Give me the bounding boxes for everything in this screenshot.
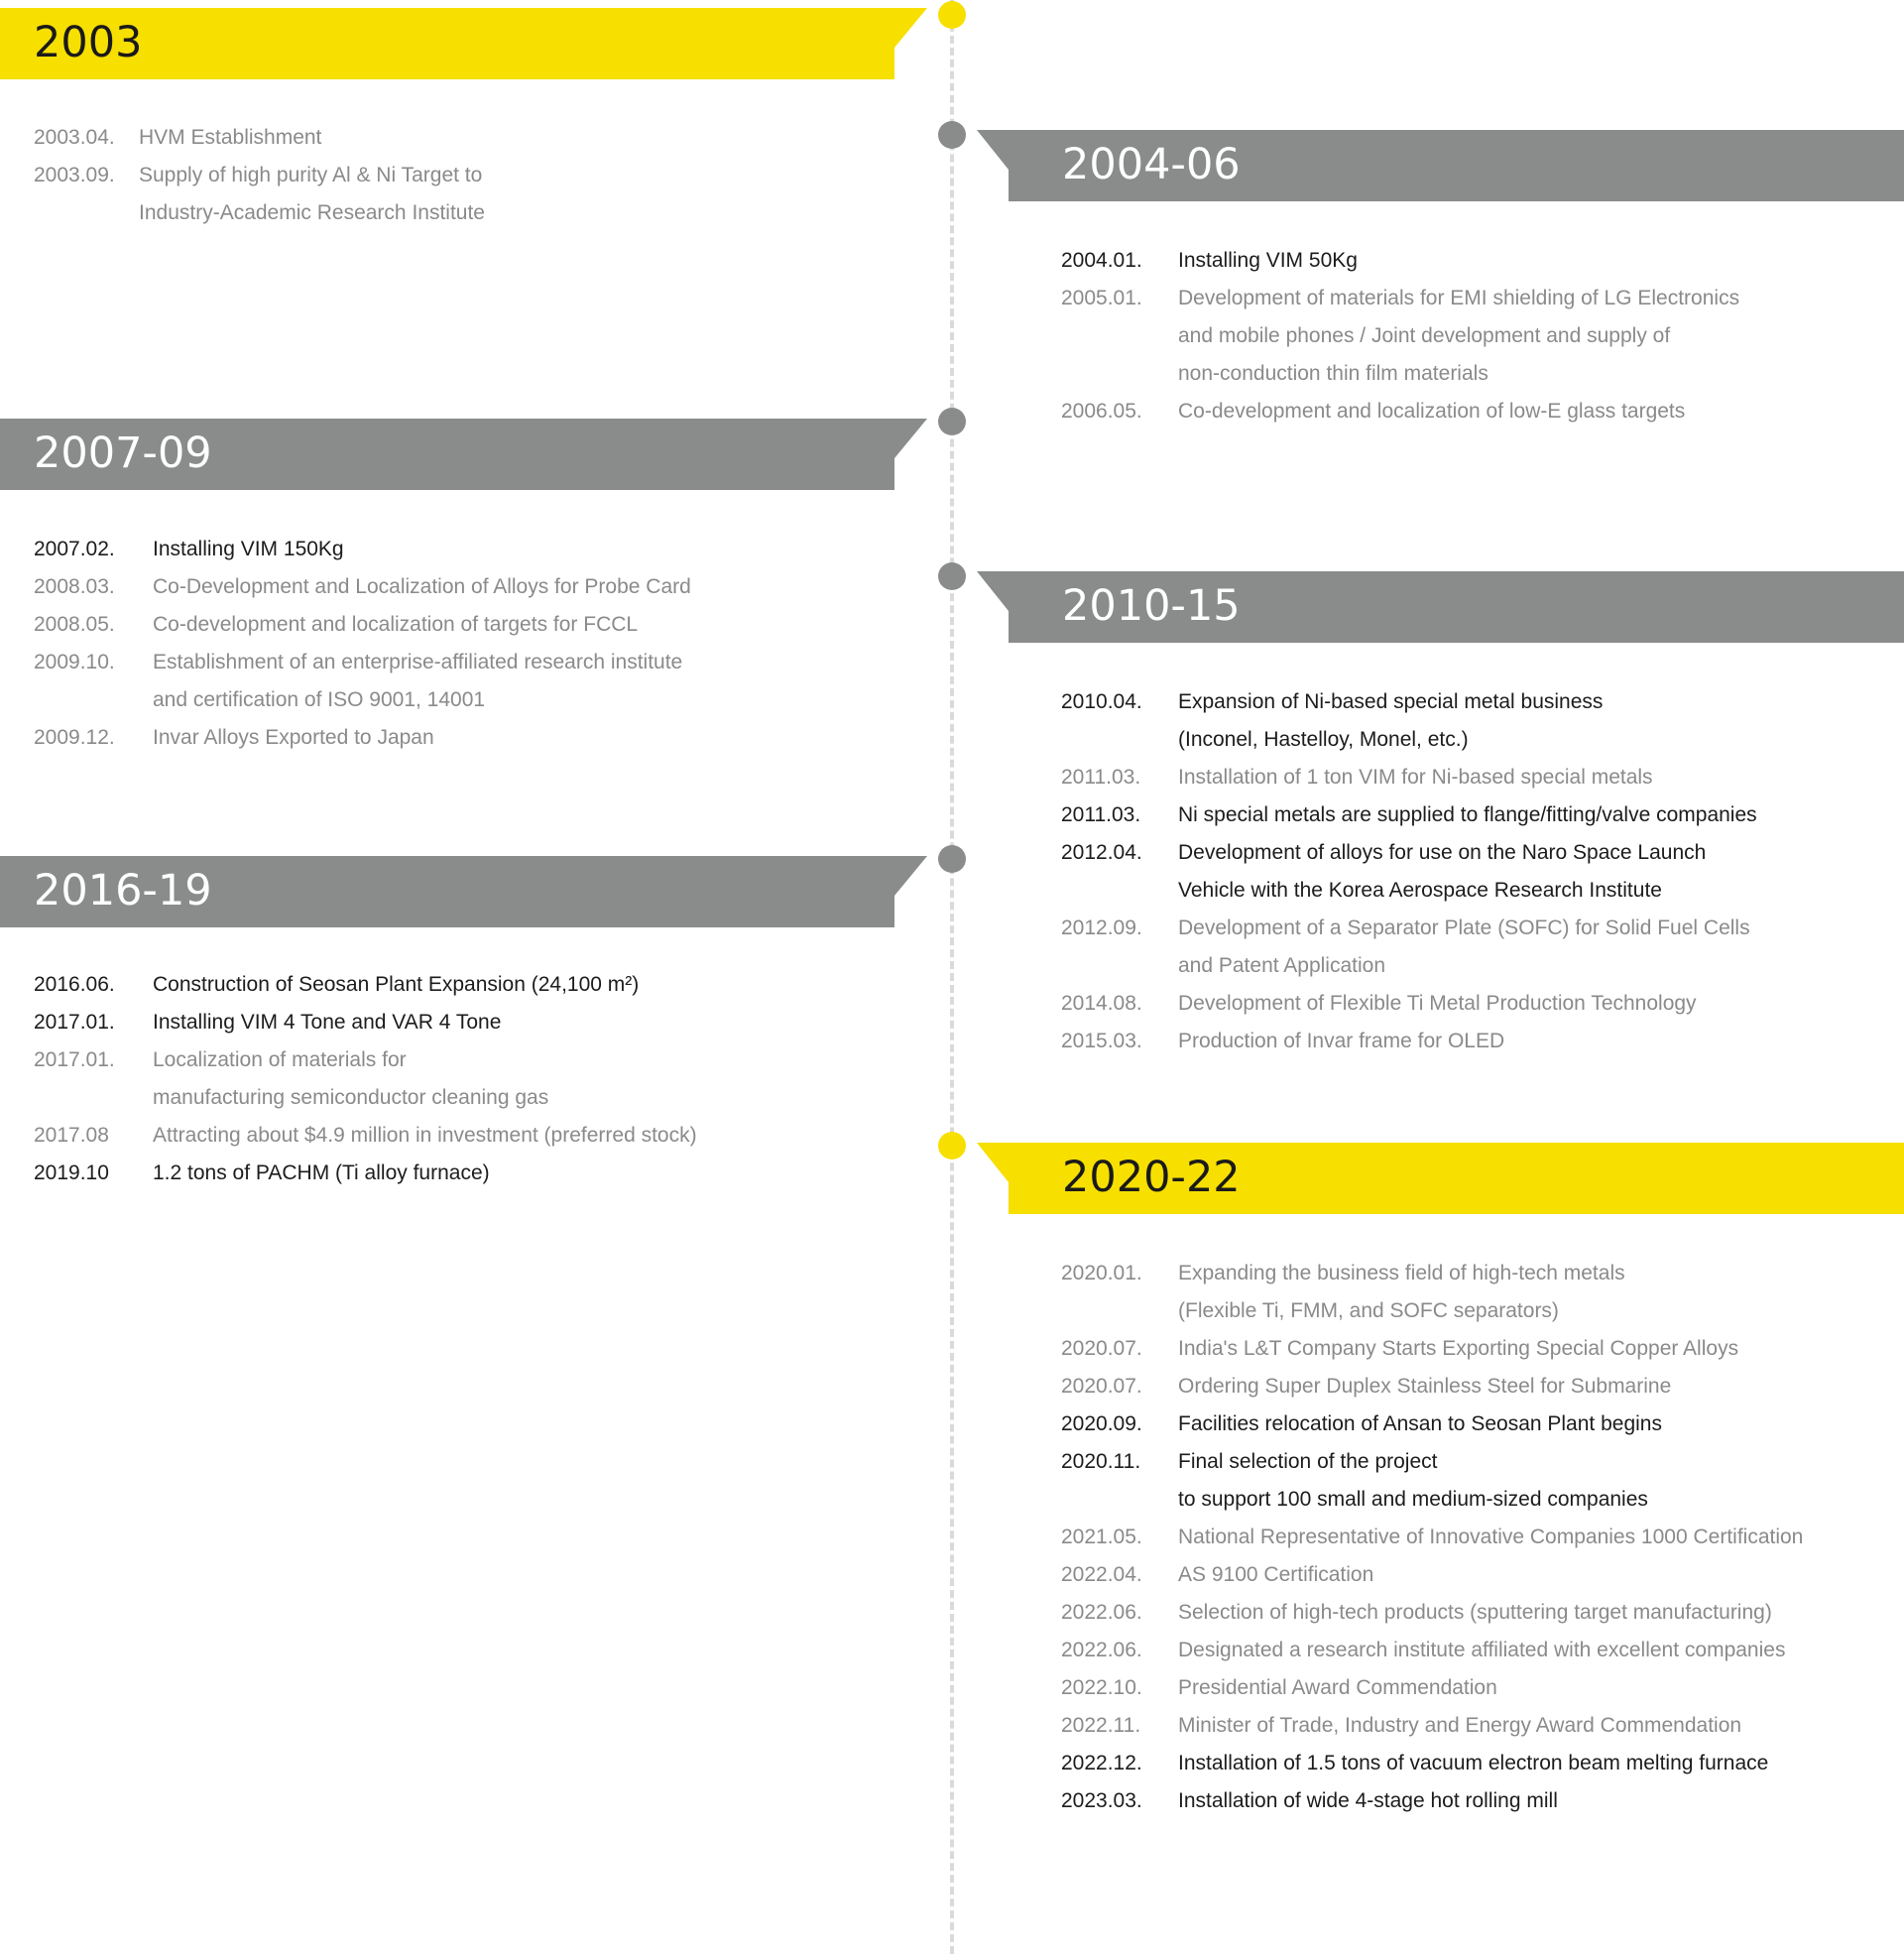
event-description: Co-Development and Localization of Alloys for Probe Card xyxy=(153,575,691,598)
timeline-event-continuation xyxy=(34,194,877,232)
event-date: 2003.04. xyxy=(34,126,115,149)
period-title: 2010-15 xyxy=(1062,581,1241,631)
event-description: Minister of Trade, Industry and Energy Award Commendation xyxy=(1178,1714,1742,1737)
event-description: Supply of high purity Al & Ni Target to xyxy=(139,164,483,186)
event-description: non-conduction thin film materials xyxy=(1178,362,1488,385)
timeline-event xyxy=(1061,242,1894,280)
event-date: 2020.01. xyxy=(1061,1262,1142,1284)
event-description: (Inconel, Hastelloy, Monel, etc.) xyxy=(1178,728,1469,751)
event-description: Development of alloys for use on the Naro Space Launch xyxy=(1178,841,1707,864)
event-date: 2011.03. xyxy=(1061,803,1141,826)
event-description: and mobile phones / Joint development and supply of xyxy=(1178,324,1671,347)
event-description: Installation of 1 ton VIM for Ni-based special metals xyxy=(1178,766,1653,789)
event-description: 1.2 tons of PACHM (Ti alloy furnace) xyxy=(153,1161,490,1184)
timeline-event-continuation xyxy=(1061,721,1894,759)
timeline-event xyxy=(1061,1745,1894,1782)
event-description: Development of Flexible Ti Metal Production Technology xyxy=(1178,992,1697,1015)
event-date: 2017.01. xyxy=(34,1048,115,1071)
event-date: 2019.10 xyxy=(34,1161,109,1184)
event-list-2016-19 xyxy=(34,966,887,1192)
event-description: Co-development and localization of low-E glass targets xyxy=(1178,400,1686,423)
event-description: Expanding the business field of high-tech metals xyxy=(1178,1262,1625,1284)
event-date: 2022.12. xyxy=(1061,1752,1142,1774)
period-banner-2003 xyxy=(0,8,927,79)
timeline-marker-2016-19 xyxy=(938,845,966,873)
event-date: 2022.11. xyxy=(1061,1714,1141,1737)
event-description: National Representative of Innovative Companies 1000 Certification xyxy=(1178,1526,1804,1548)
timeline-event xyxy=(1061,1556,1894,1594)
timeline-marker-2007-09 xyxy=(938,408,966,435)
event-description: Establishment of an enterprise-affiliated research institute xyxy=(153,651,683,673)
period-banner-2004-06 xyxy=(977,130,1904,201)
timeline-event xyxy=(1061,1023,1894,1060)
timeline-event xyxy=(34,531,887,568)
timeline-event xyxy=(1061,834,1894,872)
event-date: 2020.11. xyxy=(1061,1450,1141,1473)
event-date: 2017.01. xyxy=(34,1011,115,1034)
event-description: Installing VIM 4 Tone and VAR 4 Tone xyxy=(153,1011,502,1034)
event-date: 2014.08. xyxy=(1061,992,1142,1015)
timeline-event xyxy=(34,1041,887,1079)
event-description: Production of Invar frame for OLED xyxy=(1178,1030,1505,1052)
timeline-marker-2020-22 xyxy=(938,1132,966,1160)
event-date: 2022.10. xyxy=(1061,1676,1142,1699)
event-date: 2022.04. xyxy=(1061,1563,1142,1586)
timeline-event xyxy=(34,1155,887,1192)
timeline-event xyxy=(1061,1330,1894,1368)
event-date: 2004.01. xyxy=(1061,249,1142,272)
timeline-event xyxy=(1061,683,1894,721)
event-date: 2016.06. xyxy=(34,973,115,996)
event-date: 2022.06. xyxy=(1061,1601,1142,1624)
event-date: 2008.03. xyxy=(34,575,115,598)
event-date: 2020.07. xyxy=(1061,1337,1142,1360)
timeline-event xyxy=(1061,796,1894,834)
event-date: 2009.10. xyxy=(34,651,115,673)
event-description: Localization of materials for xyxy=(153,1048,407,1071)
period-title: 2016-19 xyxy=(34,866,212,916)
event-description: Selection of high-tech products (sputtering target manufacturing) xyxy=(1178,1601,1772,1624)
period-banner-2007-09 xyxy=(0,419,927,490)
event-date: 2017.08 xyxy=(34,1124,109,1147)
event-description: to support 100 small and medium-sized companies xyxy=(1178,1488,1648,1511)
event-description: Installing VIM 50Kg xyxy=(1178,249,1358,272)
event-date: 2011.03. xyxy=(1061,766,1141,789)
event-description: India's L&T Company Starts Exporting Special Copper Alloys xyxy=(1178,1337,1739,1360)
event-description: Final selection of the project xyxy=(1178,1450,1438,1473)
event-description: Attracting about $4.9 million in investment (preferred stock) xyxy=(153,1124,697,1147)
timeline-axis xyxy=(950,0,954,1954)
period-title: 2003 xyxy=(34,18,143,67)
event-description: and certification of ISO 9001, 14001 xyxy=(153,688,486,711)
timeline-event xyxy=(1061,1255,1894,1292)
timeline-event-continuation xyxy=(34,681,887,719)
event-description: Expansion of Ni-based special metal business xyxy=(1178,690,1604,713)
timeline-marker-2003 xyxy=(938,1,966,29)
timeline-event xyxy=(1061,1707,1894,1745)
event-date: 2021.05. xyxy=(1061,1526,1142,1548)
timeline-event xyxy=(1061,1669,1894,1707)
timeline-event xyxy=(1061,1368,1894,1405)
timeline-event-continuation xyxy=(1061,947,1894,985)
event-date: 2012.04. xyxy=(1061,841,1142,864)
event-date: 2020.09. xyxy=(1061,1412,1142,1435)
timeline-event xyxy=(1061,280,1894,317)
timeline-event xyxy=(34,119,877,157)
timeline-event xyxy=(34,568,887,606)
event-date: 2009.12. xyxy=(34,726,115,749)
timeline-event xyxy=(1061,1443,1894,1481)
timeline-event xyxy=(34,966,887,1004)
event-description: manufacturing semiconductor cleaning gas xyxy=(153,1086,549,1109)
event-description: HVM Establishment xyxy=(139,126,322,149)
event-description: Development of a Separator Plate (SOFC) for Solid Fuel Cells xyxy=(1178,916,1750,939)
event-description: Vehicle with the Korea Aerospace Research Institute xyxy=(1178,879,1662,902)
timeline-event xyxy=(1061,1405,1894,1443)
event-description: AS 9100 Certification xyxy=(1178,1563,1374,1586)
event-date: 2007.02. xyxy=(34,538,115,560)
timeline-event xyxy=(1061,985,1894,1023)
timeline-event-continuation xyxy=(1061,1292,1894,1330)
timeline-event xyxy=(34,157,877,194)
event-description: Presidential Award Commendation xyxy=(1178,1676,1497,1699)
event-description: Construction of Seosan Plant Expansion (24,100 m²) xyxy=(153,973,640,996)
timeline-event xyxy=(34,1117,887,1155)
event-date: 2022.06. xyxy=(1061,1639,1142,1661)
event-description: Invar Alloys Exported to Japan xyxy=(153,726,434,749)
event-list-2003 xyxy=(34,119,877,232)
timeline-event xyxy=(1061,1782,1894,1820)
period-banner-2020-22 xyxy=(977,1143,1904,1214)
event-description: Co-development and localization of targets for FCCL xyxy=(153,613,639,636)
timeline-event-continuation xyxy=(1061,1481,1894,1519)
event-date: 2010.04. xyxy=(1061,690,1142,713)
timeline-event-continuation xyxy=(1061,355,1894,393)
event-description: Ni special metals are supplied to flange/fitting/valve companies xyxy=(1178,803,1757,826)
event-date: 2006.05. xyxy=(1061,400,1142,423)
event-description: Development of materials for EMI shielding of LG Electronics xyxy=(1178,287,1740,309)
timeline-event xyxy=(1061,1594,1894,1632)
period-banner-2010-15 xyxy=(977,571,1904,643)
event-description: and Patent Application xyxy=(1178,954,1385,977)
event-description: Installation of 1.5 tons of vacuum electron beam melting furnace xyxy=(1178,1752,1769,1774)
event-date: 2005.01. xyxy=(1061,287,1142,309)
event-list-2007-09 xyxy=(34,531,887,757)
event-description: (Flexible Ti, FMM, and SOFC separators) xyxy=(1178,1299,1559,1322)
event-date: 2023.03. xyxy=(1061,1789,1142,1812)
event-description: Installing VIM 150Kg xyxy=(153,538,344,560)
period-title: 2004-06 xyxy=(1062,140,1241,189)
timeline-event xyxy=(1061,910,1894,947)
timeline-event-continuation xyxy=(34,1079,887,1117)
timeline-event-continuation xyxy=(1061,317,1894,355)
timeline-event xyxy=(1061,759,1894,796)
event-description: Designated a research institute affiliated with excellent companies xyxy=(1178,1639,1786,1661)
event-description: Industry-Academic Research Institute xyxy=(139,201,485,224)
event-list-2020-22 xyxy=(1061,1255,1894,1820)
event-date: 2020.07. xyxy=(1061,1375,1142,1398)
event-description: Facilities relocation of Ansan to Seosan Plant begins xyxy=(1178,1412,1662,1435)
timeline-event xyxy=(34,719,887,757)
event-date: 2012.09. xyxy=(1061,916,1142,939)
event-date: 2003.09. xyxy=(34,164,115,186)
period-title: 2007-09 xyxy=(34,428,212,478)
timeline-event xyxy=(1061,1632,1894,1669)
event-date: 2015.03. xyxy=(1061,1030,1142,1052)
timeline-marker-2004-06 xyxy=(938,121,966,149)
event-description: Installation of wide 4-stage hot rolling mill xyxy=(1178,1789,1558,1812)
timeline-event xyxy=(1061,1519,1894,1556)
event-list-2004-06 xyxy=(1061,242,1894,430)
timeline-event xyxy=(34,606,887,644)
event-description: Ordering Super Duplex Stainless Steel for Submarine xyxy=(1178,1375,1672,1398)
period-banner-2016-19 xyxy=(0,856,927,927)
event-date: 2008.05. xyxy=(34,613,115,636)
timeline-event xyxy=(34,644,887,681)
timeline-event-continuation xyxy=(1061,872,1894,910)
timeline-marker-2010-15 xyxy=(938,562,966,590)
timeline-event xyxy=(34,1004,887,1041)
timeline-event xyxy=(1061,393,1894,430)
period-title: 2020-22 xyxy=(1062,1153,1241,1202)
event-list-2010-15 xyxy=(1061,683,1894,1060)
